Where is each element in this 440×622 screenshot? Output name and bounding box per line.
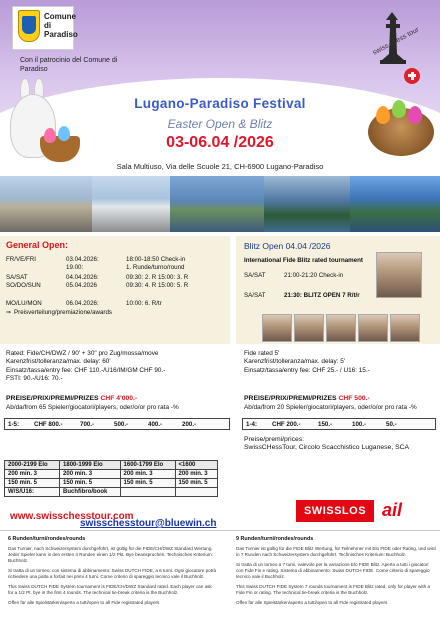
fine-print-paragraph: Das Turnier, nach Schweizersystem durchgeführt, ist gültig für die FIDE/CH/DWZ Standard Wertung. Jeder Spieler kann in den ersten 4 Runden einen 1/2 Pkt. Bye beanspruchen. Technisches Kriterium: Buchholz. — [8, 546, 213, 563]
fine-print-heading: 6 Runden/turni/rondes/rounds — [8, 536, 86, 542]
festival-dates: 03-06.04 /2026 — [166, 134, 274, 151]
prize-cell: 100.- — [352, 420, 367, 428]
swisslos-logo: SWISSLOS — [296, 500, 374, 522]
schedule-row — [6, 274, 231, 282]
easter-egg-icon — [376, 106, 390, 124]
general-prize-row — [4, 418, 230, 430]
schedule-row — [244, 292, 394, 300]
easter-egg-icon — [44, 128, 56, 143]
player-photo — [376, 252, 422, 298]
fee-text: Einsatz/tassa/entry fee: CHF 25.- / U16: 15.- — [244, 366, 370, 374]
schedule-day: SA/SAT — [244, 272, 266, 279]
easter-egg-icon — [392, 100, 406, 118]
table-row — [5, 461, 218, 470]
fine-print-paragraph: Si tratta di un torneo a 7 turni, valevole per la variazione Elo FIDE Blitz. Aperto a tutti i giocatori con Fide Fin e rating. Sistema di abbinamento: Swiss DUTCH FIDE. Come criterio di spareggio tecnico vale il Buchholz. — [236, 562, 430, 579]
blitz-preise — [244, 436, 440, 453]
festival-title: Lugano-Paradiso Festival — [134, 96, 306, 111]
prizes-note: Ab/da/from 20 Spieler/giocatori/players, oder/o/or pro rata -% — [244, 404, 417, 411]
schedule-time: 1. Runde/turno/round — [126, 264, 185, 271]
blitz-schedule — [244, 272, 394, 300]
fine-print-paragraph: Das Turnier ist gültig für die FIDE Blitz Wertung, für Teilnehmer mit Elo FIDE oder Rating, und wird in 7 Runden nach Schweizersystem durchgeführt. Technisches Kriterium: Buchholz. — [236, 546, 436, 557]
player-photo — [262, 314, 292, 342]
schedule-time: 10:00: 6. R/tr — [126, 300, 162, 307]
schedule-time: 21:30: BLITZ OPEN 7 R/t/r — [284, 292, 360, 299]
schedule-day: FR/VE/FRI — [6, 256, 36, 263]
venue-address: Sala Multiuso, Via delle Scuole 21, CH-6900 Lugano-Paradiso — [116, 162, 324, 171]
fine-print-paragraph: Offen für alle Spielstärken/aperto a tutti/open to all Fide registrated players — [8, 600, 160, 605]
table-row — [5, 470, 218, 479]
prizes-label: PREISE/PRIX/PREMI/PRIZES — [6, 395, 99, 402]
easter-egg-icon — [58, 126, 70, 141]
categories-table — [4, 460, 218, 497]
left-fine-print — [8, 536, 218, 606]
schedule-date: 04.04.2026: — [66, 274, 99, 281]
player-photo — [390, 314, 420, 342]
prize-cell: 50.- — [386, 420, 397, 428]
schedule-day: SA/SAT — [6, 274, 28, 281]
prizes-label: PREISE/PRIX/PREMI/PRIZES — [244, 395, 337, 402]
swiss-flag-cross — [411, 72, 414, 80]
general-open-info — [6, 350, 231, 384]
awards-row — [6, 309, 231, 317]
table-cell: 150 min. 5 — [175, 479, 217, 488]
schedule-day — [6, 264, 66, 272]
player-photo — [358, 314, 388, 342]
lake-panorama-photo — [350, 176, 440, 232]
email-link[interactable]: swisschesstour@bluewin.ch — [80, 518, 217, 529]
crest-inner-icon — [22, 16, 36, 34]
blitz-info — [244, 350, 440, 375]
lugano-photo — [0, 176, 92, 232]
rated-text: Rated: Fide/CH/DWZ / 90' + 30" pro Zug/mossa/move — [6, 350, 159, 357]
patrocinio-text: Con il patrocinio del Comune di Paradiso — [20, 57, 118, 73]
table-cell: 200 min. 3 — [5, 470, 60, 479]
easter-egg-icon — [408, 106, 422, 124]
table-row — [5, 479, 218, 488]
festival-subtitle: Easter Open & Blitz — [167, 117, 273, 131]
schedule-day: SA/SAT — [244, 292, 266, 299]
table-cell: 150 min. 5 — [120, 479, 175, 488]
table-cell: 200 min. 3 — [60, 470, 120, 479]
table-cell: 1800-1999 Elo — [60, 461, 120, 470]
general-open-title: General Open: — [6, 240, 69, 250]
fsti-text: FSTI: 90.-/U16: 70.- — [6, 375, 63, 383]
awards-text: Preisverteilung/premiazione/awards — [14, 309, 113, 316]
player-photo — [326, 314, 356, 342]
schedule-date: 06.04.2026: — [66, 300, 99, 307]
general-open-prizes-head — [6, 395, 137, 402]
right-fine-print — [236, 536, 436, 606]
general-open-schedule — [6, 256, 231, 317]
fine-print-paragraph: Si tratta di un torneo, con sistema di abbinamento: Swiss DUTCH FIDE, a 6 turni. Ogni giocatore potrà richiedere una patta a forfait nei primi 4 turni. Come criterio di spareggio tecnico vale il Buchholz. — [8, 568, 217, 579]
arrow-right-icon: ⇒ — [6, 309, 12, 316]
prizes-note: Ab/da/from 65 Spieler/giocatori/players, oder/o/or pro rata -% — [6, 404, 179, 411]
fee-text: Einsatz/tassa/entry fee: CHF 110.-/U16/IM/GM CHF 90.- — [6, 366, 166, 374]
schedule-time: 21:00-21:20 Check-in — [284, 272, 344, 279]
prize-cell: 150.- — [318, 420, 333, 428]
blitz-rated-tournament: International Fide Blitz rated tournament — [244, 257, 363, 264]
table-cell: Buchfibro/book — [60, 488, 120, 497]
preise-label: Preise/premi/prices: — [244, 436, 305, 443]
schedule-row — [6, 282, 231, 290]
karenz-text: Karenzfrist/tolleranza/max. delay: 60' — [6, 358, 111, 366]
schedule-date: 19.00: — [66, 264, 84, 271]
preise-value: SwissCHessTour, Circolo Scacchistico Luganese, SCA — [244, 444, 410, 452]
prizes-amount: CHF 4'000.- — [100, 395, 138, 402]
table-cell — [175, 488, 217, 497]
prize-cell: 1-5: — [8, 420, 20, 428]
schedule-row — [6, 264, 231, 272]
prize-cell: CHF 200.- — [272, 420, 301, 428]
schedule-date: 05.04.2026 — [66, 282, 97, 289]
table-cell: <1600 — [175, 461, 217, 470]
blitz-open-title: Blitz Open 04.04 /2026 — [244, 241, 331, 251]
lake-view-photo — [264, 176, 350, 232]
comune-name: Comune di Paradiso — [44, 12, 78, 39]
blitz-prize-row — [242, 418, 436, 430]
schedule-date: 03.04.2026: — [66, 256, 99, 263]
schedule-row — [6, 256, 231, 264]
schedule-row — [6, 300, 231, 308]
player-photo — [294, 314, 324, 342]
divider — [0, 530, 440, 531]
schedule-time: 09:30: 2. R 15:00: 3. R — [126, 274, 189, 281]
prize-cell: 1-4: — [246, 420, 258, 428]
rated-text: Fide rated 5' — [244, 350, 280, 357]
table-cell: W/S/U16: — [5, 488, 60, 497]
blitz-prizes-head — [244, 395, 370, 402]
karenz-text: Karenzfrist/tolleranza/max. delay: 5' — [244, 358, 346, 366]
prize-cell: CHF 800.- — [34, 420, 63, 428]
table-cell: 200 min. 3 — [120, 470, 175, 479]
fine-print-paragraph: Offen für alle Spielstärken/aperto a tutti/open to all Fide registrated players — [236, 600, 388, 605]
schedule-day: MO/LU/MON — [6, 300, 42, 307]
fine-print-heading: 9 Runden/turni/rondes/rounds — [236, 536, 314, 542]
table-cell: 1600-1799 Elo — [120, 461, 175, 470]
table-cell: 150 min. 5 — [5, 479, 60, 488]
schedule-day: SO/DO/SUN — [6, 282, 41, 289]
fine-print-paragraph: This Swiss DUTCH FIDE System 7 rounds tournament is FIDE Blitz rated, only for player with a Fide Fin or rating. The technical tie-break criteria is the Buchholz. — [236, 584, 431, 595]
ail-logo: ail — [382, 500, 403, 520]
website-link[interactable]: www.swisschesstour.com — [10, 511, 134, 522]
lakeside-photo — [92, 176, 170, 232]
schedule-time: 18:00-18:50 Check-in — [126, 256, 186, 263]
prize-cell: 700.- — [80, 420, 95, 428]
prizes-amount: CHF 500.- — [338, 395, 370, 402]
table-cell: 2000-2199 Elo — [5, 461, 60, 470]
prize-cell: 400.- — [148, 420, 163, 428]
prize-cell: 200.- — [182, 420, 197, 428]
table-row — [5, 488, 218, 497]
lake-fountain-photo — [170, 176, 264, 232]
schedule-time: 09:30: 4. R 15:00: 5. R — [126, 282, 189, 289]
schedule-row — [244, 272, 394, 280]
table-cell: 200 min. 3 — [175, 470, 217, 479]
table-cell: 150 min. 5 — [60, 479, 120, 488]
table-cell — [120, 488, 175, 497]
prize-cell: 500.- — [114, 420, 129, 428]
fine-print-paragraph: This Swiss DUTCH FIDE System tournament is FIDE/CH/DWZ Standard rated. Each player can ask for a 1/2 Pt. bye in the first 4 rounds. The technical tie-break criteria is the Buchholz. — [8, 584, 212, 595]
swiss-chess-tour-text: swiss chess tour — [371, 26, 421, 57]
